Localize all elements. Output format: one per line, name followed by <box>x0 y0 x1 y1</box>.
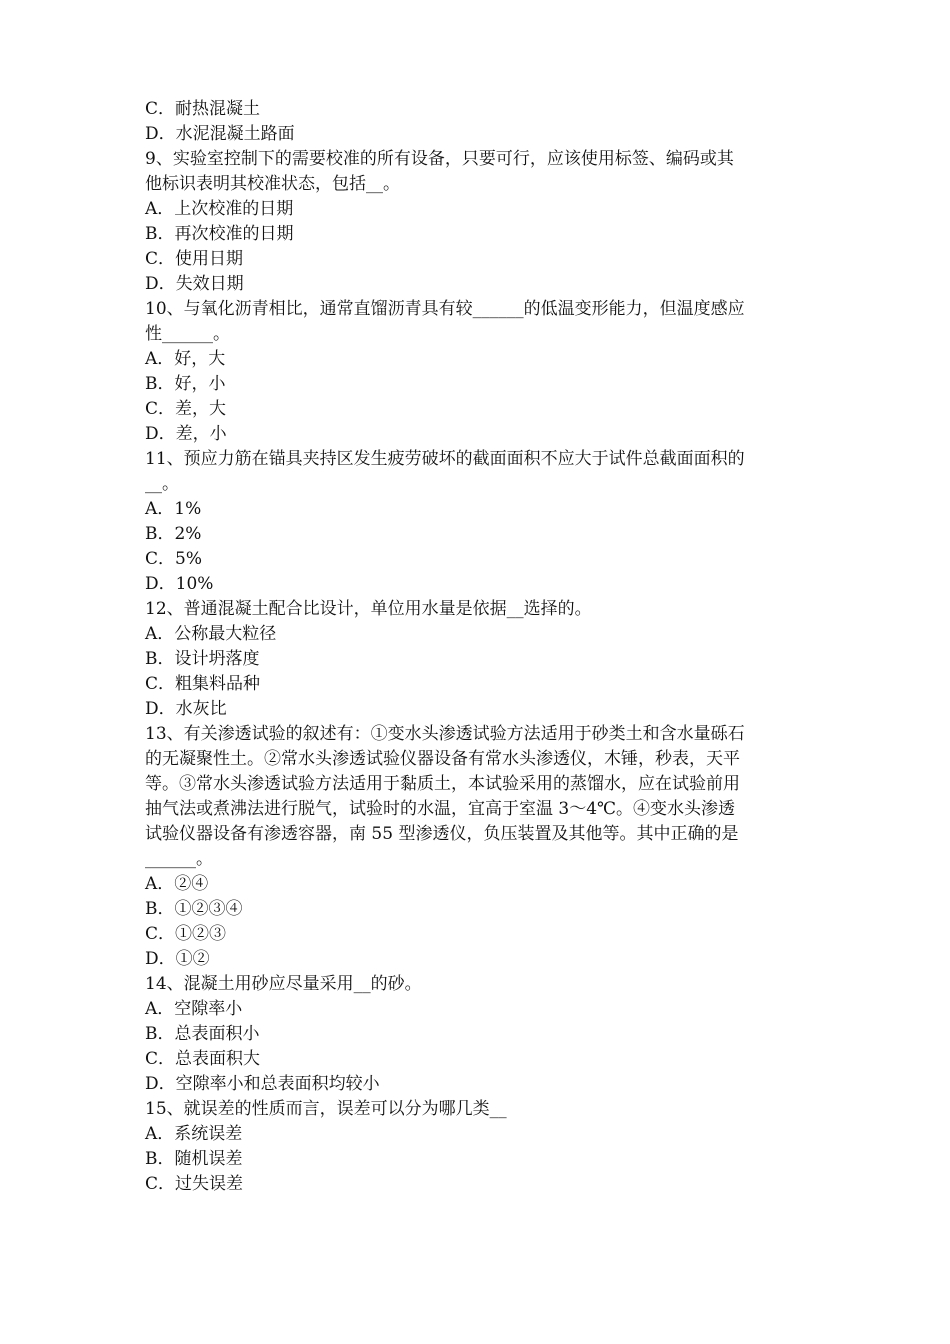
text-line: B．好，小 <box>145 374 226 394</box>
text-line: D．10% <box>145 574 214 594</box>
text-line: 9、实验室控制下的需要校准的所有设备，只要可行，应该使用标签、编码或其 <box>145 149 734 169</box>
text-line: 15、就误差的性质而言，误差可以分为哪几类__ <box>145 1099 507 1119</box>
text-line: B．再次校准的日期 <box>145 224 294 244</box>
text-line: D．水泥混凝土路面 <box>145 124 295 144</box>
text-line: D．空隙率小和总表面积均较小 <box>145 1074 380 1094</box>
text-line: __。 <box>145 474 179 494</box>
text-line: C．过失误差 <box>145 1174 244 1194</box>
text-line: B．设计坍落度 <box>145 649 260 669</box>
text-line: B．随机误差 <box>145 1149 243 1169</box>
text-line: C．差，大 <box>145 399 227 419</box>
text-line: B．①②③④ <box>145 899 243 919</box>
text-line: 抽气法或煮沸法进行脱气，试验时的水温，宜高于室温 3～4℃。④变水头渗透 <box>145 799 736 819</box>
text-line: 的无凝聚性土。②常水头渗透试验仪器设备有常水头渗透仪，木锤，秒表，天平 <box>145 749 740 769</box>
text-line: D．①② <box>145 949 210 969</box>
text-line: ______。 <box>145 849 213 869</box>
text-line: 12、普通混凝土配合比设计，单位用水量是依据__选择的。 <box>145 599 592 619</box>
text-line: A．1% <box>145 499 202 519</box>
text-line: D．水灰比 <box>145 699 227 719</box>
text-line: C．粗集料品种 <box>145 674 261 694</box>
text-line: C．总表面积大 <box>145 1049 261 1069</box>
document-body <box>145 97 810 1197</box>
text-line: A．上次校准的日期 <box>145 199 294 219</box>
text-line: 试验仪器设备有渗透容器，南 55 型渗透仪，负压装置及其他等。其中正确的是 <box>145 824 739 844</box>
text-line: 14、混凝土用砂应尽量采用__的砂。 <box>145 974 422 994</box>
text-line: 13、有关渗透试验的叙述有：①变水头渗透试验方法适用于砂类土和含水量砾石 <box>145 724 745 744</box>
text-line: 11、预应力筋在锚具夹持区发生疲劳破坏的截面面积不应大于试件总截面面积的 <box>145 449 745 469</box>
text-line: 他标识表明其校准状态，包括__。 <box>145 174 400 194</box>
text-line: D．失效日期 <box>145 274 244 294</box>
text-line: B．总表面积小 <box>145 1024 260 1044</box>
text-line: D．差，小 <box>145 424 227 444</box>
text-line: 等。③常水头渗透试验方法适用于黏质土，本试验采用的蒸馏水，应在试验前用 <box>145 774 740 794</box>
text-line: C．5% <box>145 549 202 569</box>
text-line: A．空隙率小 <box>145 999 243 1019</box>
text-line: A．好，大 <box>145 349 226 369</box>
text-line: A．系统误差 <box>145 1124 243 1144</box>
text-line: A．公称最大粒径 <box>145 624 277 644</box>
text-line: A．②④ <box>145 874 209 894</box>
text-line: C．①②③ <box>145 924 227 944</box>
text-line: 10、与氧化沥青相比，通常直馏沥青具有较______的低温变形能力，但温度感应 <box>145 299 745 319</box>
text-line: C．使用日期 <box>145 249 244 269</box>
text-line: 性______。 <box>145 324 230 344</box>
text-line: C．耐热混凝土 <box>145 99 261 119</box>
text-line: B．2% <box>145 524 202 544</box>
